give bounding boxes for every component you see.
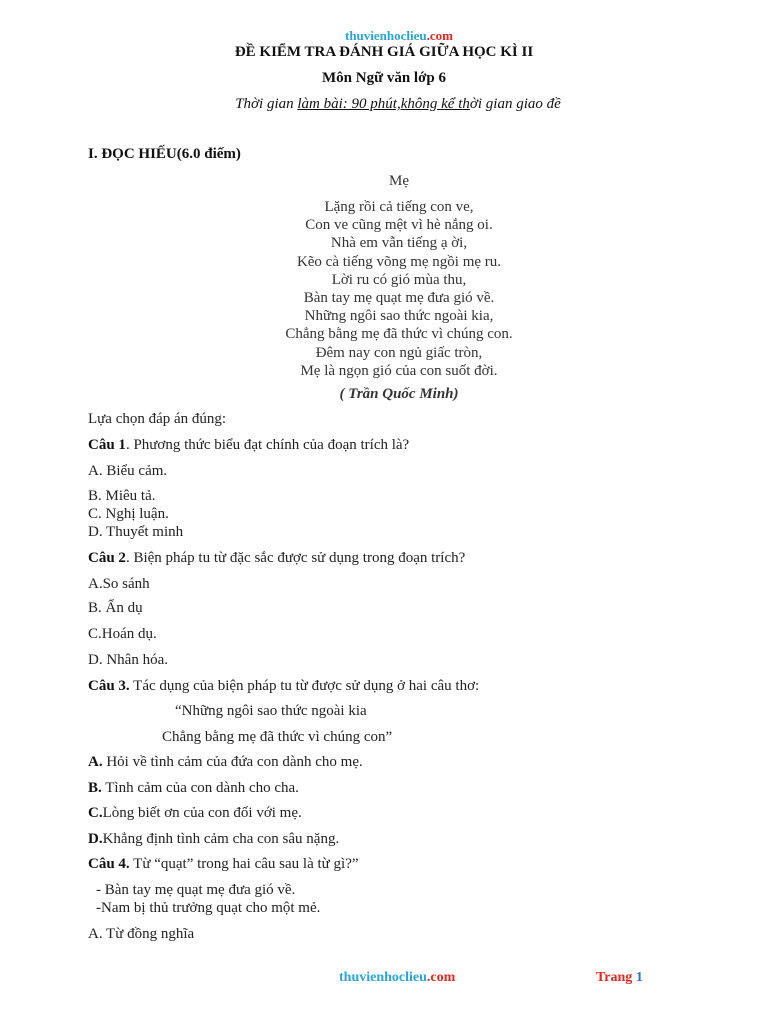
question-3-quote-line-1: “Những ngôi sao thức ngoài kia (175, 703, 367, 719)
question-2-label: Câu 2 (88, 550, 126, 566)
poem-line: Lặng rồi cả tiếng con ve, (324, 199, 474, 215)
exam-time (14, 96, 768, 113)
header-watermark-tld: .com (426, 28, 453, 43)
question-3-label: Câu 3. (88, 678, 130, 694)
question-1-text: . Phương thức biểu đạt chính của đoạn trích là? (125, 437, 410, 453)
question-4 (88, 856, 359, 873)
poem-line: Đêm nay con ngủ giấc tròn, (315, 344, 483, 361)
question-3-option-b (88, 780, 299, 797)
question-3-option-a-label: A. (88, 754, 103, 770)
header-watermark[interactable] (0, 28, 768, 44)
question-4-text: Từ “quạt” trong hai câu sau là từ gì?” (129, 856, 359, 872)
question-3-option-c-label: C. (88, 805, 103, 821)
question-2-option-a: A.So sánh (88, 576, 150, 592)
header-watermark-domain: thuvienhoclieu (345, 28, 427, 43)
section-heading-text: I. ĐỌC HIẾU(6.0 điếm) (88, 146, 241, 162)
page-number-label: Trang (596, 970, 636, 985)
poem-body (0, 198, 768, 380)
exam-time-post: ời gian giao đề (469, 96, 561, 112)
question-3-option-d-text: Khẳng định tình cảm cha con sâu nặng. (102, 831, 340, 847)
poem-line: Những ngôi sao thức ngoài kia, (304, 308, 494, 325)
question-1-label: Câu 1 (88, 437, 126, 453)
exam-time-underlined: làm bài: 90 phút,không kể th (297, 96, 470, 112)
question-3-option-b-label: B. (88, 780, 102, 796)
poem-author: ( Trần Quốc Minh) (339, 386, 459, 402)
footer-watermark[interactable] (339, 970, 455, 986)
exam-time-pre: Thời gian (235, 96, 298, 112)
question-4-option-a: A. Từ đồng nghĩa (88, 926, 195, 942)
question-2-text: . Biện pháp tu từ đặc sắc được sử dụng trong đoạn trích? (125, 550, 466, 566)
exam-title: ĐỀ KIỂM TRA ĐÁNH GIÁ GIỮA HỌC KÌ II (234, 44, 534, 60)
question-1-option-a: A. Biểu cảm. (88, 463, 168, 479)
poem-title: Mẹ (389, 173, 409, 189)
question-1-option-b: B. Miêu tả. (88, 488, 156, 504)
question-3-option-a (88, 754, 363, 771)
question-3-option-b-text: Tình cảm của con dành cho cha. (101, 780, 299, 796)
question-4-example-2: -Nam bị thủ trưởng quạt cho một mẻ. (96, 900, 321, 916)
poem-line: Bàn tay mẹ quạt mẹ đưa gió về. (303, 289, 495, 306)
footer-watermark-domain: thuvienhoclieu (339, 970, 427, 985)
question-3 (88, 678, 479, 695)
question-4-label: Câu 4. (88, 856, 130, 872)
question-3-option-a-text: Hỏi về tình cảm của đứa con dành cho mẹ. (102, 754, 363, 770)
question-1 (88, 437, 409, 454)
question-3-option-c-text: Lòng biết ơn của con đối với mẹ. (102, 805, 302, 821)
exam-subject: Môn Ngữ văn lớp 6 (322, 70, 446, 86)
question-2-option-c: C.Hoán dụ. (88, 626, 157, 642)
question-3-option-d (88, 831, 339, 848)
question-1-option-c: C. Nghị luận. (88, 506, 169, 522)
question-2-option-d: D. Nhân hóa. (88, 652, 168, 668)
poem-line: Chẳng bằng mẹ đã thức vì chúng con. (285, 326, 513, 343)
question-3-option-c (88, 805, 302, 822)
question-3-text: Tác dụng của biện pháp tu từ được sử dụng ở hai câu thơ: (129, 678, 480, 694)
poem-line: Nhà em vẫn tiếng ạ ời, (330, 235, 468, 252)
poem-line: Kẽo cà tiếng võng mẹ ngồi mẹ ru. (296, 253, 502, 270)
poem-line: Con ve cũng mệt vì hè nắng oi. (305, 217, 493, 234)
question-2-option-b: B. Ẩn dụ (88, 600, 143, 616)
question-3-option-d-label: D. (88, 831, 103, 847)
poem-line: Lời ru có gió mùa thu, (331, 271, 467, 288)
instruction-text: Lựa chọn đáp án đúng: (88, 411, 227, 427)
question-1-option-d: D. Thuyết minh (88, 524, 184, 540)
section-heading (88, 146, 241, 163)
question-4-example-1: - Bàn tay mẹ quạt mẹ đưa gió về. (96, 882, 296, 898)
poem-line: Mẹ là ngọn gió của con suốt đời. (300, 362, 498, 379)
question-2 (88, 550, 465, 567)
question-3-quote-line-2: Chẳng bằng mẹ đã thức vì chúng con” (162, 729, 393, 745)
footer-watermark-tld: .com (426, 970, 456, 985)
page-number-value: 1 (635, 970, 643, 985)
page-number (596, 970, 643, 986)
